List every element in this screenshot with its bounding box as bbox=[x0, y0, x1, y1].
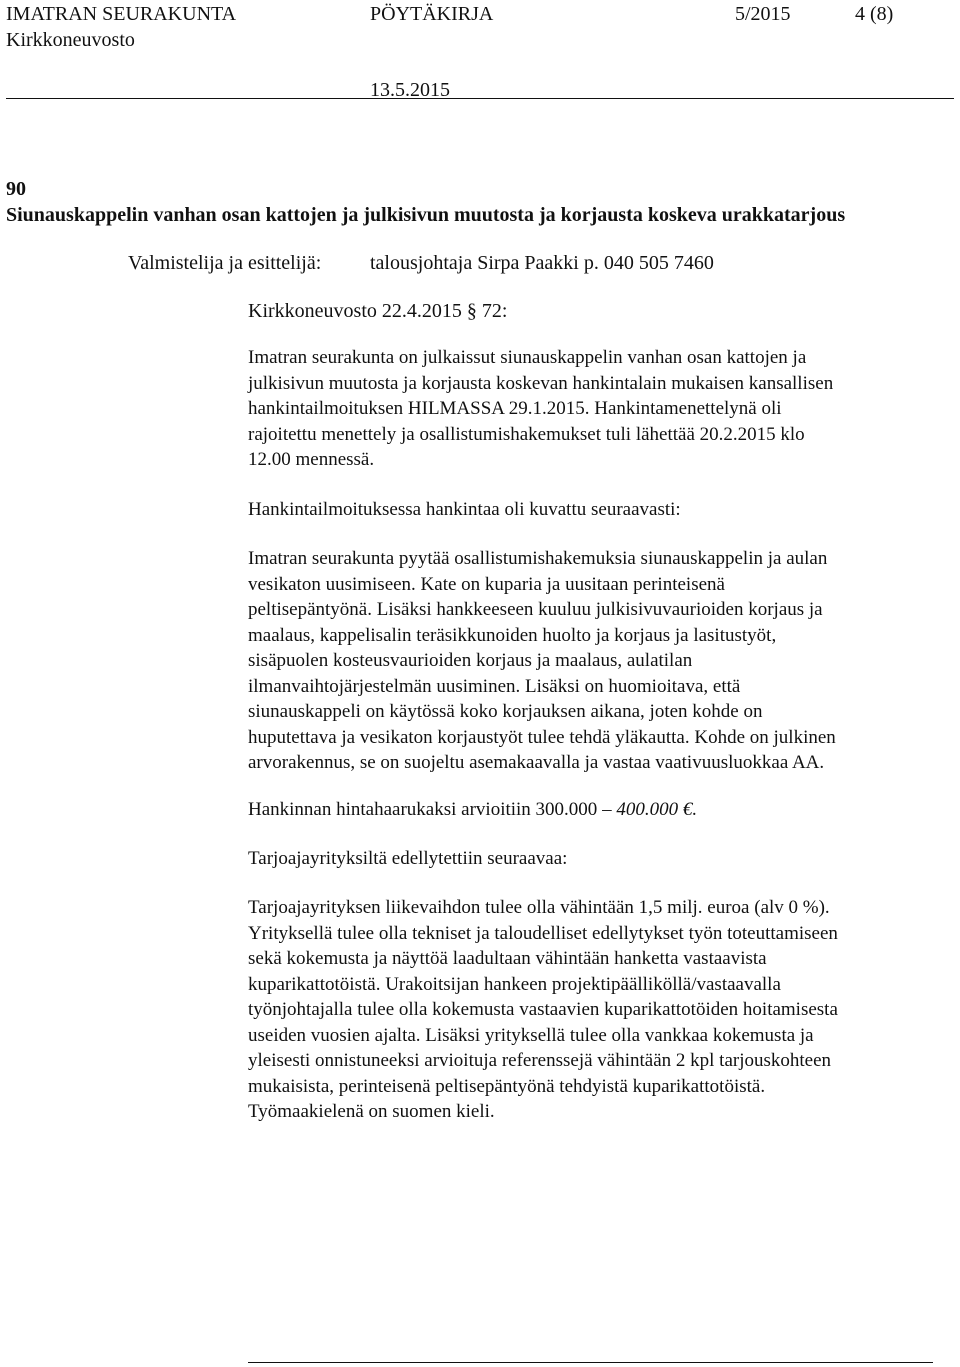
intro-requirements: Tarjoajayrityksiltä edellytettiin seuraavaa: bbox=[248, 848, 568, 869]
item-title: Siunauskappelin vanhan osan kattojen ja julkisivun muutosta ja korjausta koskeva urakkatarjous bbox=[6, 204, 846, 226]
paragraph-line: ilmanvaihtojärjestelmän uusiminen. Lisäksi on huomioitava, että bbox=[248, 675, 741, 697]
paragraph-line: maalaus, kappelisalin teräsikkunoiden huolto ja korjaus ja lasitustyöt, bbox=[248, 624, 777, 646]
paragraph-line: Tarjoajayrityksen liikevaihdon tulee olla vähintään 1,5 milj. euroa (alv 0 %). bbox=[248, 897, 830, 918]
paragraph-line: työnjohtajalla tulee olla kokemusta vastaavien kuparikattotöiden hoitamisesta bbox=[248, 999, 838, 1020]
paragraph-line: hankintailmoituksen HILMASSA 29.1.2015. Hankintamenettelynä oli bbox=[248, 398, 782, 419]
paragraph-line: kuparikattotöistä. Urakoitsijan hankeen projektipäälliköllä/vastaavalla bbox=[248, 973, 781, 995]
header-page-number: 4 (8) bbox=[855, 3, 894, 25]
header-date: 13.5.2015 bbox=[370, 79, 450, 101]
reference-text: Kirkkoneuvosto 22.4.2015 bbox=[248, 300, 462, 322]
paragraph-1 bbox=[248, 345, 948, 473]
paragraph-2 bbox=[248, 546, 948, 776]
header-doc-type: PÖYTÄKIRJA bbox=[370, 3, 494, 25]
paragraph-line: vesikaton uusimiseen. Kate on kuparia ja uusitaan perinteisenä bbox=[248, 573, 725, 595]
paragraph-line: Imatran seurakunta pyytää osallistumishakemuksia siunauskappelin ja aulan bbox=[248, 548, 828, 569]
preparer-name: talousjohtaja Sirpa Paakki p. 040 505 7460 bbox=[370, 252, 714, 274]
paragraph-line: Työmaakielenä on suomen kieli. bbox=[248, 1101, 495, 1122]
price-range bbox=[248, 799, 697, 821]
price-range-prefix: Hankinnan hintahaarukaksi arvioitiin 300.000 bbox=[248, 799, 598, 820]
paragraph-line: mukaisista, perinteisenä peltisepäntyönä tehdyistä kuparikattotöistä. bbox=[248, 1075, 766, 1097]
paragraph-line: rajoitettu menettely ja osallistumishakemukset tuli lähettää 20.2.2015 klo bbox=[248, 423, 805, 445]
paragraph-3 bbox=[248, 895, 948, 1125]
header-org: IMATRAN SEURAKUNTA bbox=[6, 3, 237, 25]
paragraph-line: arvorakennus, se on suojeltu asemakaavalla ja vastaa vaativuusluokkaa AA. bbox=[248, 752, 825, 773]
paragraph-line: yleisesti onnistuneeksi arvioituja referenssejä vähintään 2 kpl tarjouskohteen bbox=[248, 1050, 832, 1071]
paragraph-line: Imatran seurakunta on julkaissut siunauskappelin vanhan osan kattojen ja bbox=[248, 347, 807, 368]
paragraph-line: sisäpuolen kosteusvaurioiden korjaus ja maalaus, aulatilan bbox=[248, 650, 693, 671]
footer-divider bbox=[248, 1362, 933, 1363]
paragraph-line: 12.00 mennessä. bbox=[248, 449, 375, 470]
intro-description: Hankintailmoituksessa hankintaa oli kuvattu seuraavasti: bbox=[248, 499, 681, 520]
reference-line bbox=[248, 300, 507, 323]
header-divider bbox=[6, 98, 954, 99]
section-symbol: § bbox=[466, 300, 477, 322]
paragraph-line: huputettava ja vesikaton korjaustyöt tulee tehdä yläkautta. Kohde on julkinen bbox=[248, 726, 836, 748]
item-number: 90 bbox=[6, 178, 26, 200]
paragraph-line: julkisivun muutosta ja korjausta koskevan hankintalain mukaisen kansallisen bbox=[248, 372, 834, 394]
paragraph-line: siunauskappeli on käytössä koko korjauksen aikana, joten kohde on bbox=[248, 701, 763, 722]
section-number: 72: bbox=[481, 300, 508, 322]
header-body: Kirkkoneuvosto bbox=[6, 29, 135, 51]
price-range-dash: – bbox=[602, 799, 612, 820]
preparer-label: Valmistelija ja esittelijä: bbox=[128, 252, 322, 274]
paragraph-line: Yrityksellä tulee olla tekniset ja taloudelliset edellytykset työn toteuttamiseen bbox=[248, 922, 838, 944]
paragraph-line: useiden vuosien ajalta. Lisäksi yrityksellä tulee olla vankkaa kokemusta ja bbox=[248, 1024, 814, 1046]
header-doc-number: 5/2015 bbox=[735, 3, 791, 25]
paragraph-line: sekä kokemusta ja näyttöä laadultaan vähintään hanketta vastaavista bbox=[248, 948, 767, 969]
price-range-upper: 400.000 €. bbox=[616, 799, 698, 820]
paragraph-line: peltisepäntyönä. Lisäksi hankkeeseen kuuluu julkisivuvaurioiden korjaus ja bbox=[248, 599, 823, 620]
